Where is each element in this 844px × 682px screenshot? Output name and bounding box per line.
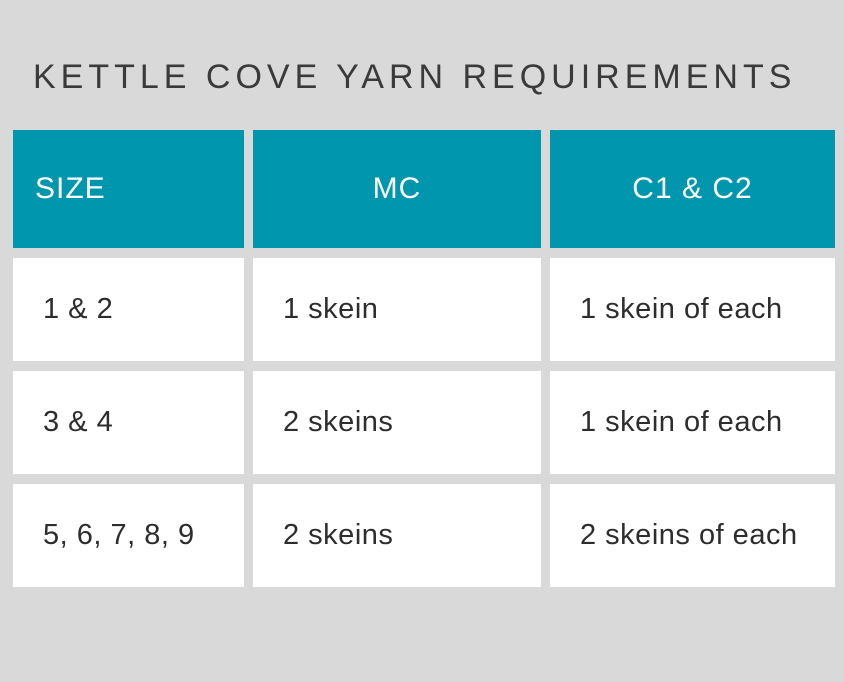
table-cell-row2-size: 3 & 4 bbox=[13, 371, 244, 474]
table-cell-row3-size: 5, 6, 7, 8, 9 bbox=[13, 484, 244, 587]
yarn-requirements-table bbox=[13, 130, 835, 587]
table-cell-row1-mc: 1 skein bbox=[253, 258, 541, 361]
header-cell-mc: MC bbox=[253, 130, 541, 248]
header-cell-size: SIZE bbox=[13, 130, 244, 248]
page-title: KETTLE COVE YARN REQUIREMENTS bbox=[33, 58, 797, 96]
table-cell-row3-mc: 2 skeins bbox=[253, 484, 541, 587]
header-cell-c1-c2: C1 & C2 bbox=[550, 130, 835, 248]
table-cell-row1-size: 1 & 2 bbox=[13, 258, 244, 361]
table-cell-row2-c1c2: 1 skein of each bbox=[550, 371, 835, 474]
table-cell-row2-mc: 2 skeins bbox=[253, 371, 541, 474]
table-cell-row1-c1c2: 1 skein of each bbox=[550, 258, 835, 361]
table-cell-row3-c1c2: 2 skeins of each bbox=[550, 484, 835, 587]
